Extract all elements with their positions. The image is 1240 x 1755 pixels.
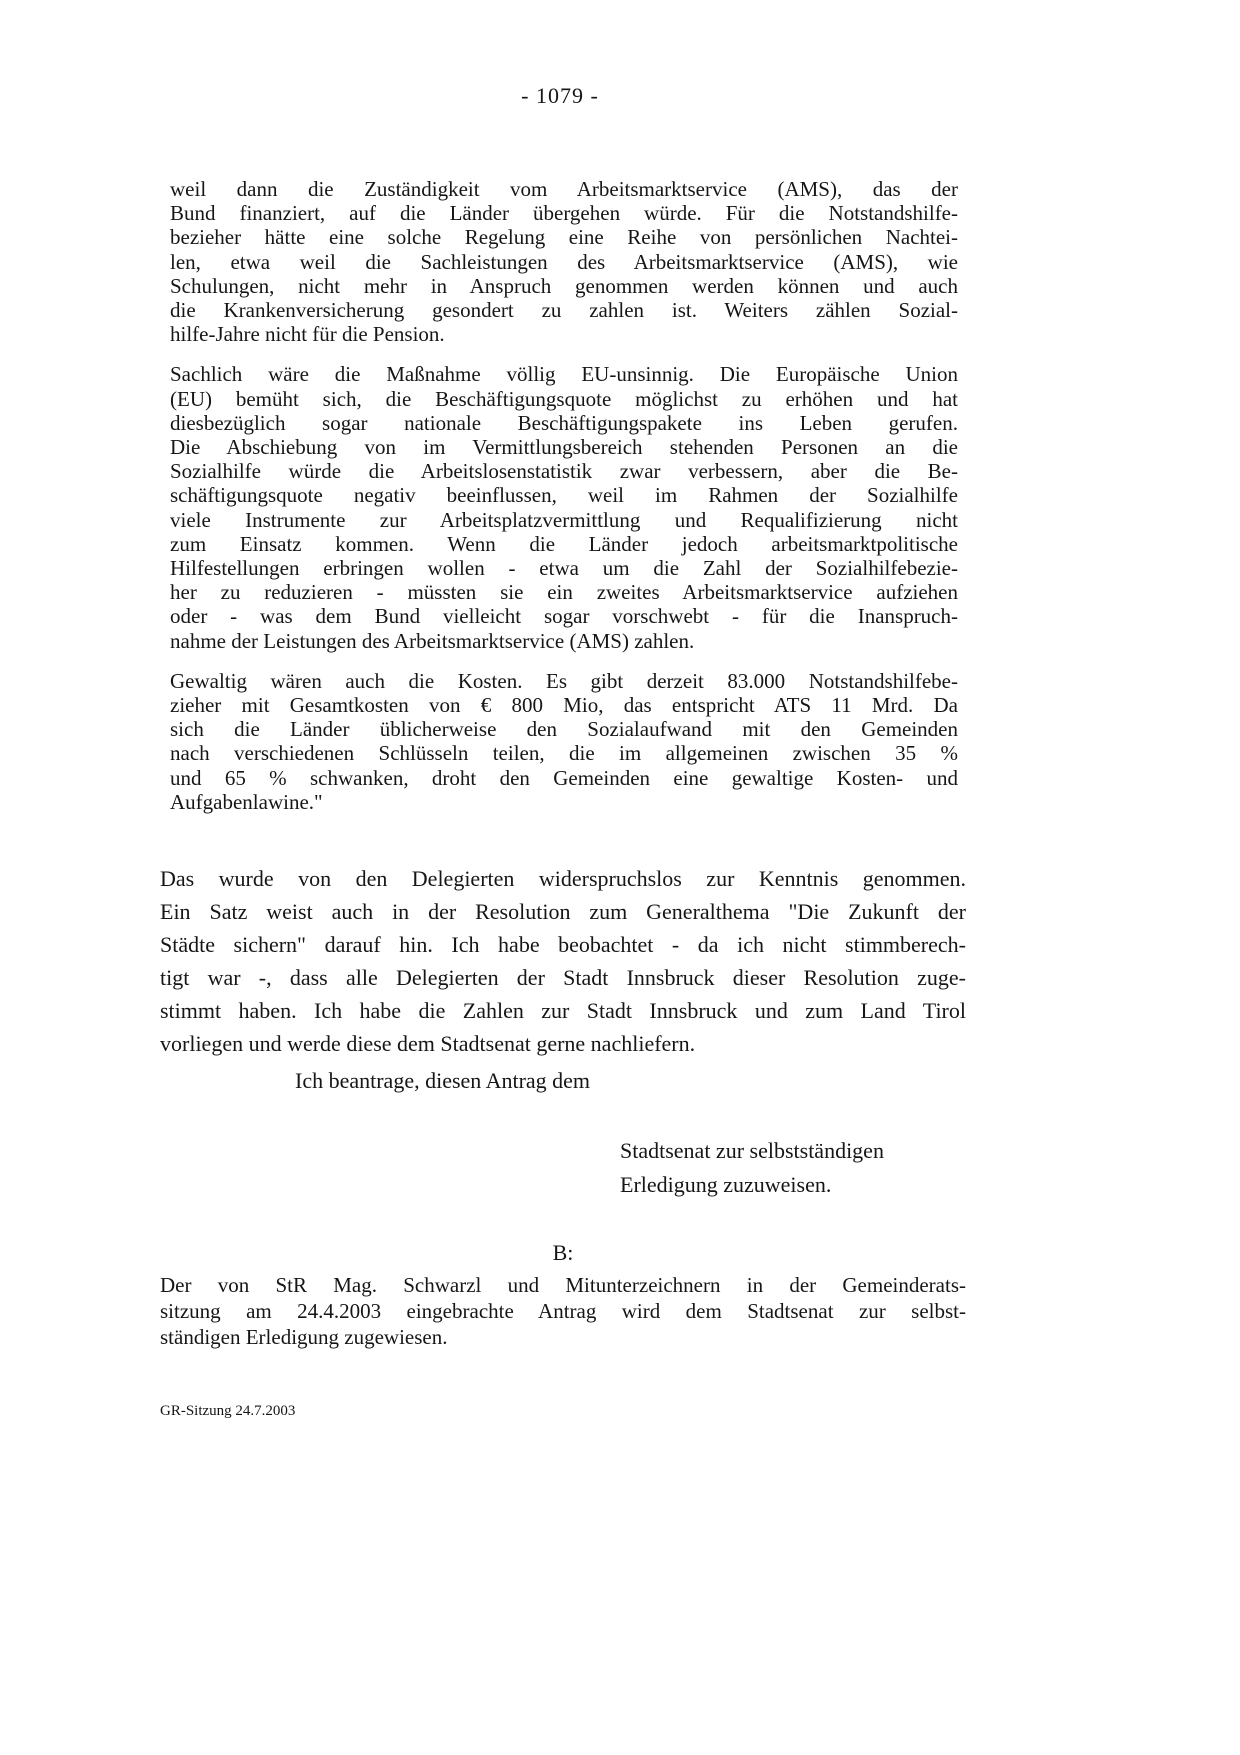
text-line: die Krankenversicherung gesondert zu zahlen ist. Weiters zählen Sozial- [170, 298, 958, 323]
text-line: diesbezüglich sogar nationale Beschäftigungspakete ins Leben gerufen. [170, 410, 958, 435]
text-line: tigt war -, dass alle Delegierten der Stadt Innsbruck dieser Resolution zuge- [160, 965, 966, 990]
text-line: oder - was dem Bund vielleicht sogar vorschwebt - für die Inanspruch- [170, 604, 958, 629]
text-line: Erledigung zuzuweisen. [620, 1172, 832, 1197]
motion-line: Ich beantrage, diesen Antrag dem [295, 1068, 591, 1093]
commentary-paragraph [160, 862, 966, 1060]
text-line: Ein Satz weist auch in der Resolution zum Generalthema "Die Zukunft der [160, 899, 966, 924]
text-line: Gewaltig wären auch die Kosten. Es gibt derzeit 83.000 Notstandshilfebe- [170, 668, 958, 693]
quote-paragraph [170, 177, 958, 346]
decision-paragraph [160, 1272, 966, 1350]
text-line: sitzung am 24.4.2003 eingebrachte Antrag wird dem Stadtsenat zur selbst- [160, 1299, 966, 1323]
section-label-b: B: [552, 1240, 574, 1265]
text-line: Städte sichern" darauf hin. Ich habe beobachtet - da ich nicht stimmberech- [160, 932, 966, 957]
quoted-statement-block [170, 177, 958, 814]
text-line: hilfe-Jahre nicht für die Pension. [170, 322, 445, 347]
text-line: vorliegen und werde diese dem Stadtsenat gerne nachliefern. [160, 1031, 696, 1056]
footer-note: GR-Sitzung 24.7.2003 [160, 1403, 296, 1419]
text-line: Bund finanziert, auf die Länder übergehen würde. Für die Notstandshilfe- [170, 201, 958, 226]
text-line: Hilfestellungen erbringen wollen - etwa um die Zahl der Sozialhilfebezie- [170, 556, 958, 581]
text-line: viele Instrumente zur Arbeitsplatzvermittlung und Requalifizierung nicht [170, 507, 958, 532]
text-line: Schulungen, nicht mehr in Anspruch genommen werden können und auch [170, 273, 958, 298]
text-line: und 65 % schwanken, droht den Gemeinden eine gewaltige Kosten- und [170, 765, 958, 790]
text-line: nahme der Leistungen des Arbeitsmarktservice (AMS) zahlen. [170, 628, 695, 653]
text-line: Sozialhilfe würde die Arbeitslosenstatistik zwar verbessern, aber die Be- [170, 459, 958, 484]
text-line: Die Abschiebung von im Vermittlungsbereich stehenden Personen an die [170, 435, 958, 460]
text-line: zum Einsatz kommen. Wenn die Länder jedoch arbeitsmarktpolitische [170, 531, 958, 556]
text-line: bezieher hätte eine solche Regelung eine Reihe von persönlichen Nachtei- [170, 225, 958, 250]
page-number: - 1079 - [521, 83, 599, 108]
text-line: sich die Länder üblicherweise den Sozialaufwand mit den Gemeinden [170, 717, 958, 742]
text-line: nach verschiedenen Schlüsseln teilen, die im allgemeinen zwischen 35 % [170, 741, 958, 766]
text-line: Das wurde von den Delegierten widerspruchslos zur Kenntnis genommen. [160, 866, 966, 891]
quote-paragraph [170, 362, 958, 652]
text-line: schäftigungsquote negativ beeinflussen, weil im Rahmen der Sozialhilfe [170, 483, 958, 508]
text-line: Aufgabenlawine." [170, 789, 323, 814]
text-line: her zu reduzieren - müssten sie ein zweites Arbeitsmarktservice aufziehen [170, 580, 958, 605]
text-line: stimmt haben. Ich habe die Zahlen zur Stadt Innsbruck und zum Land Tirol [160, 998, 966, 1023]
text-line: Der von StR Mag. Schwarzl und Mitunterzeichnern in der Gemeinderats- [160, 1273, 966, 1297]
text-line: len, etwa weil die Sachleistungen des Arbeitsmarktservice (AMS), wie [170, 249, 958, 274]
assignment-block [620, 1134, 884, 1202]
text-line: zieher mit Gesamtkosten von € 800 Mio, das entspricht ATS 11 Mrd. Da [170, 693, 958, 718]
text-line: ständigen Erledigung zugewiesen. [160, 1325, 448, 1349]
text-line: (EU) bemüht sich, die Beschäftigungsquote möglichst zu erhöhen und hat [170, 386, 958, 411]
quote-paragraph [170, 669, 958, 814]
text-line: Stadtsenat zur selbstständigen [620, 1138, 884, 1163]
text-line: Sachlich wäre die Maßnahme völlig EU-unsinnig. Die Europäische Union [170, 362, 958, 387]
text-line: weil dann die Zuständigkeit vom Arbeitsmarktservice (AMS), das der [170, 177, 958, 201]
